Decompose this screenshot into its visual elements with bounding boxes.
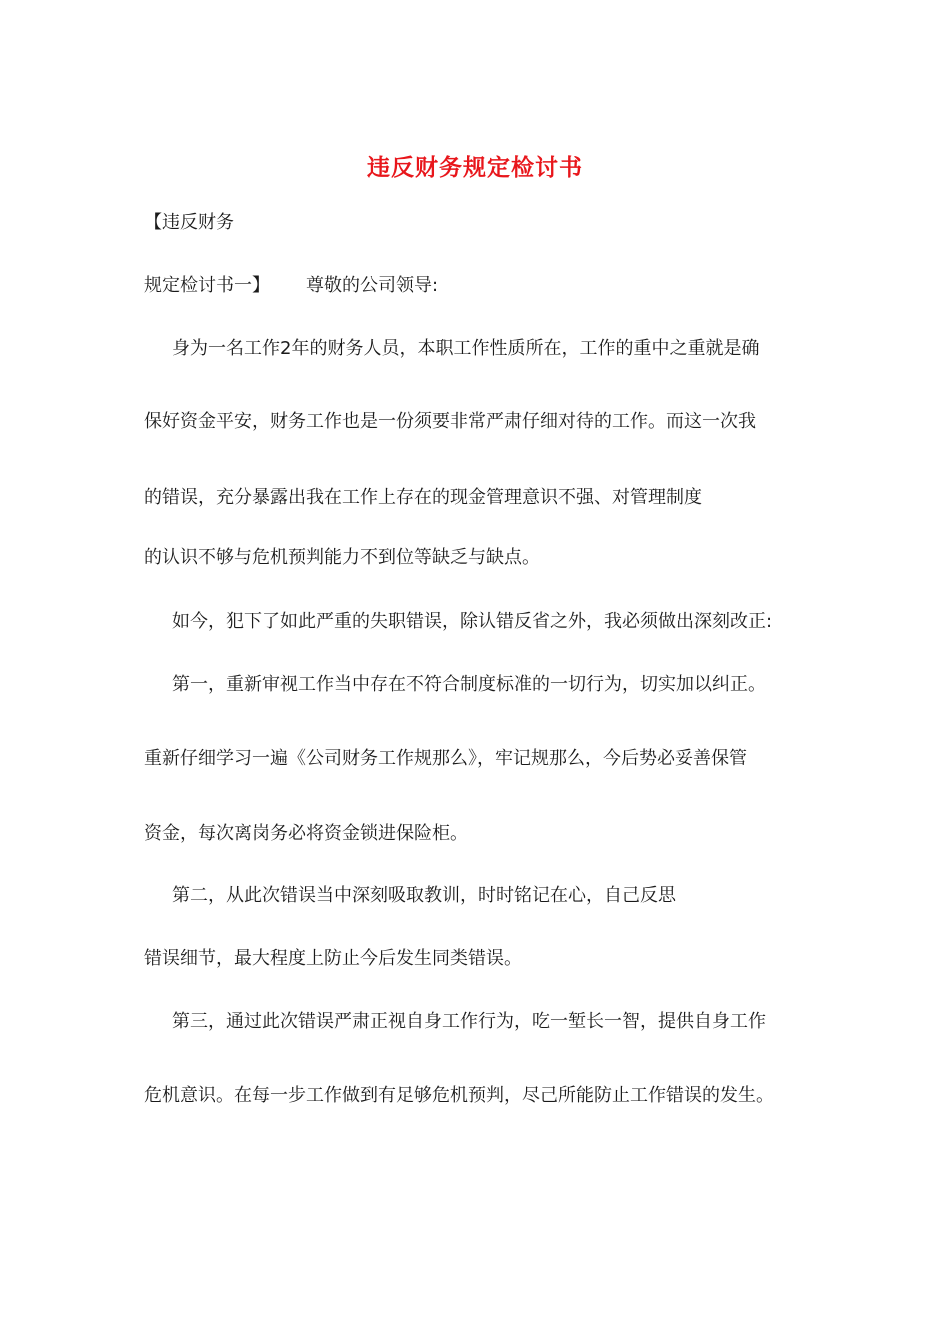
heading-fragment: 【违反财务 [144, 212, 234, 233]
document-title: 违反财务规定检讨书 [367, 154, 583, 181]
paragraph-line: 资金，每次离岗务必将资金锁进保险柜。 [144, 823, 468, 844]
paragraph-line: 重新仔细学习一遍《公司财务工作规那么》，牢记规那么，今后势必妥善保管 [144, 748, 747, 769]
text-line-2 [144, 272, 438, 300]
paragraph-line: 第二，从此次错误当中深刻吸取教训，时时铭记在心，自己反思 [172, 885, 676, 906]
paragraph-line: 危机意识。在每一步工作做到有足够危机预判，尽己所能防止工作错误的发生。 [144, 1085, 774, 1106]
paragraph-line: 如今，犯下了如此严重的失职错误，除认错反省之外，我必须做出深刻改正: [172, 611, 773, 632]
paragraph-line: 第一，重新审视工作当中存在不符合制度标准的一切行为，切实加以纠正。 [172, 674, 766, 695]
paragraph-line: 保好资金平安，财务工作也是一份须要非常严肃仔细对待的工作。而这一次我 [144, 411, 756, 432]
text-line-1 [144, 209, 234, 237]
paragraph-line: 的错误，充分暴露出我在工作上存在的现金管理意识不强、对管理制度 [144, 487, 702, 508]
paragraph-line: 身为一名工作2年的财务人员，本职工作性质所在，工作的重中之重就是确 [172, 338, 760, 359]
salutation: 尊敬的公司领导: [306, 275, 439, 296]
paragraph-line: 第三，通过此次错误严肃正视自身工作行为，吃一堑长一智，提供自身工作 [172, 1011, 766, 1032]
paragraph-line: 的认识不够与危机预判能力不到位等缺乏与缺点。 [144, 547, 540, 568]
heading-fragment: 规定检讨书一】 [144, 275, 270, 296]
paragraph-line: 错误细节，最大程度上防止今后发生同类错误。 [144, 948, 522, 969]
